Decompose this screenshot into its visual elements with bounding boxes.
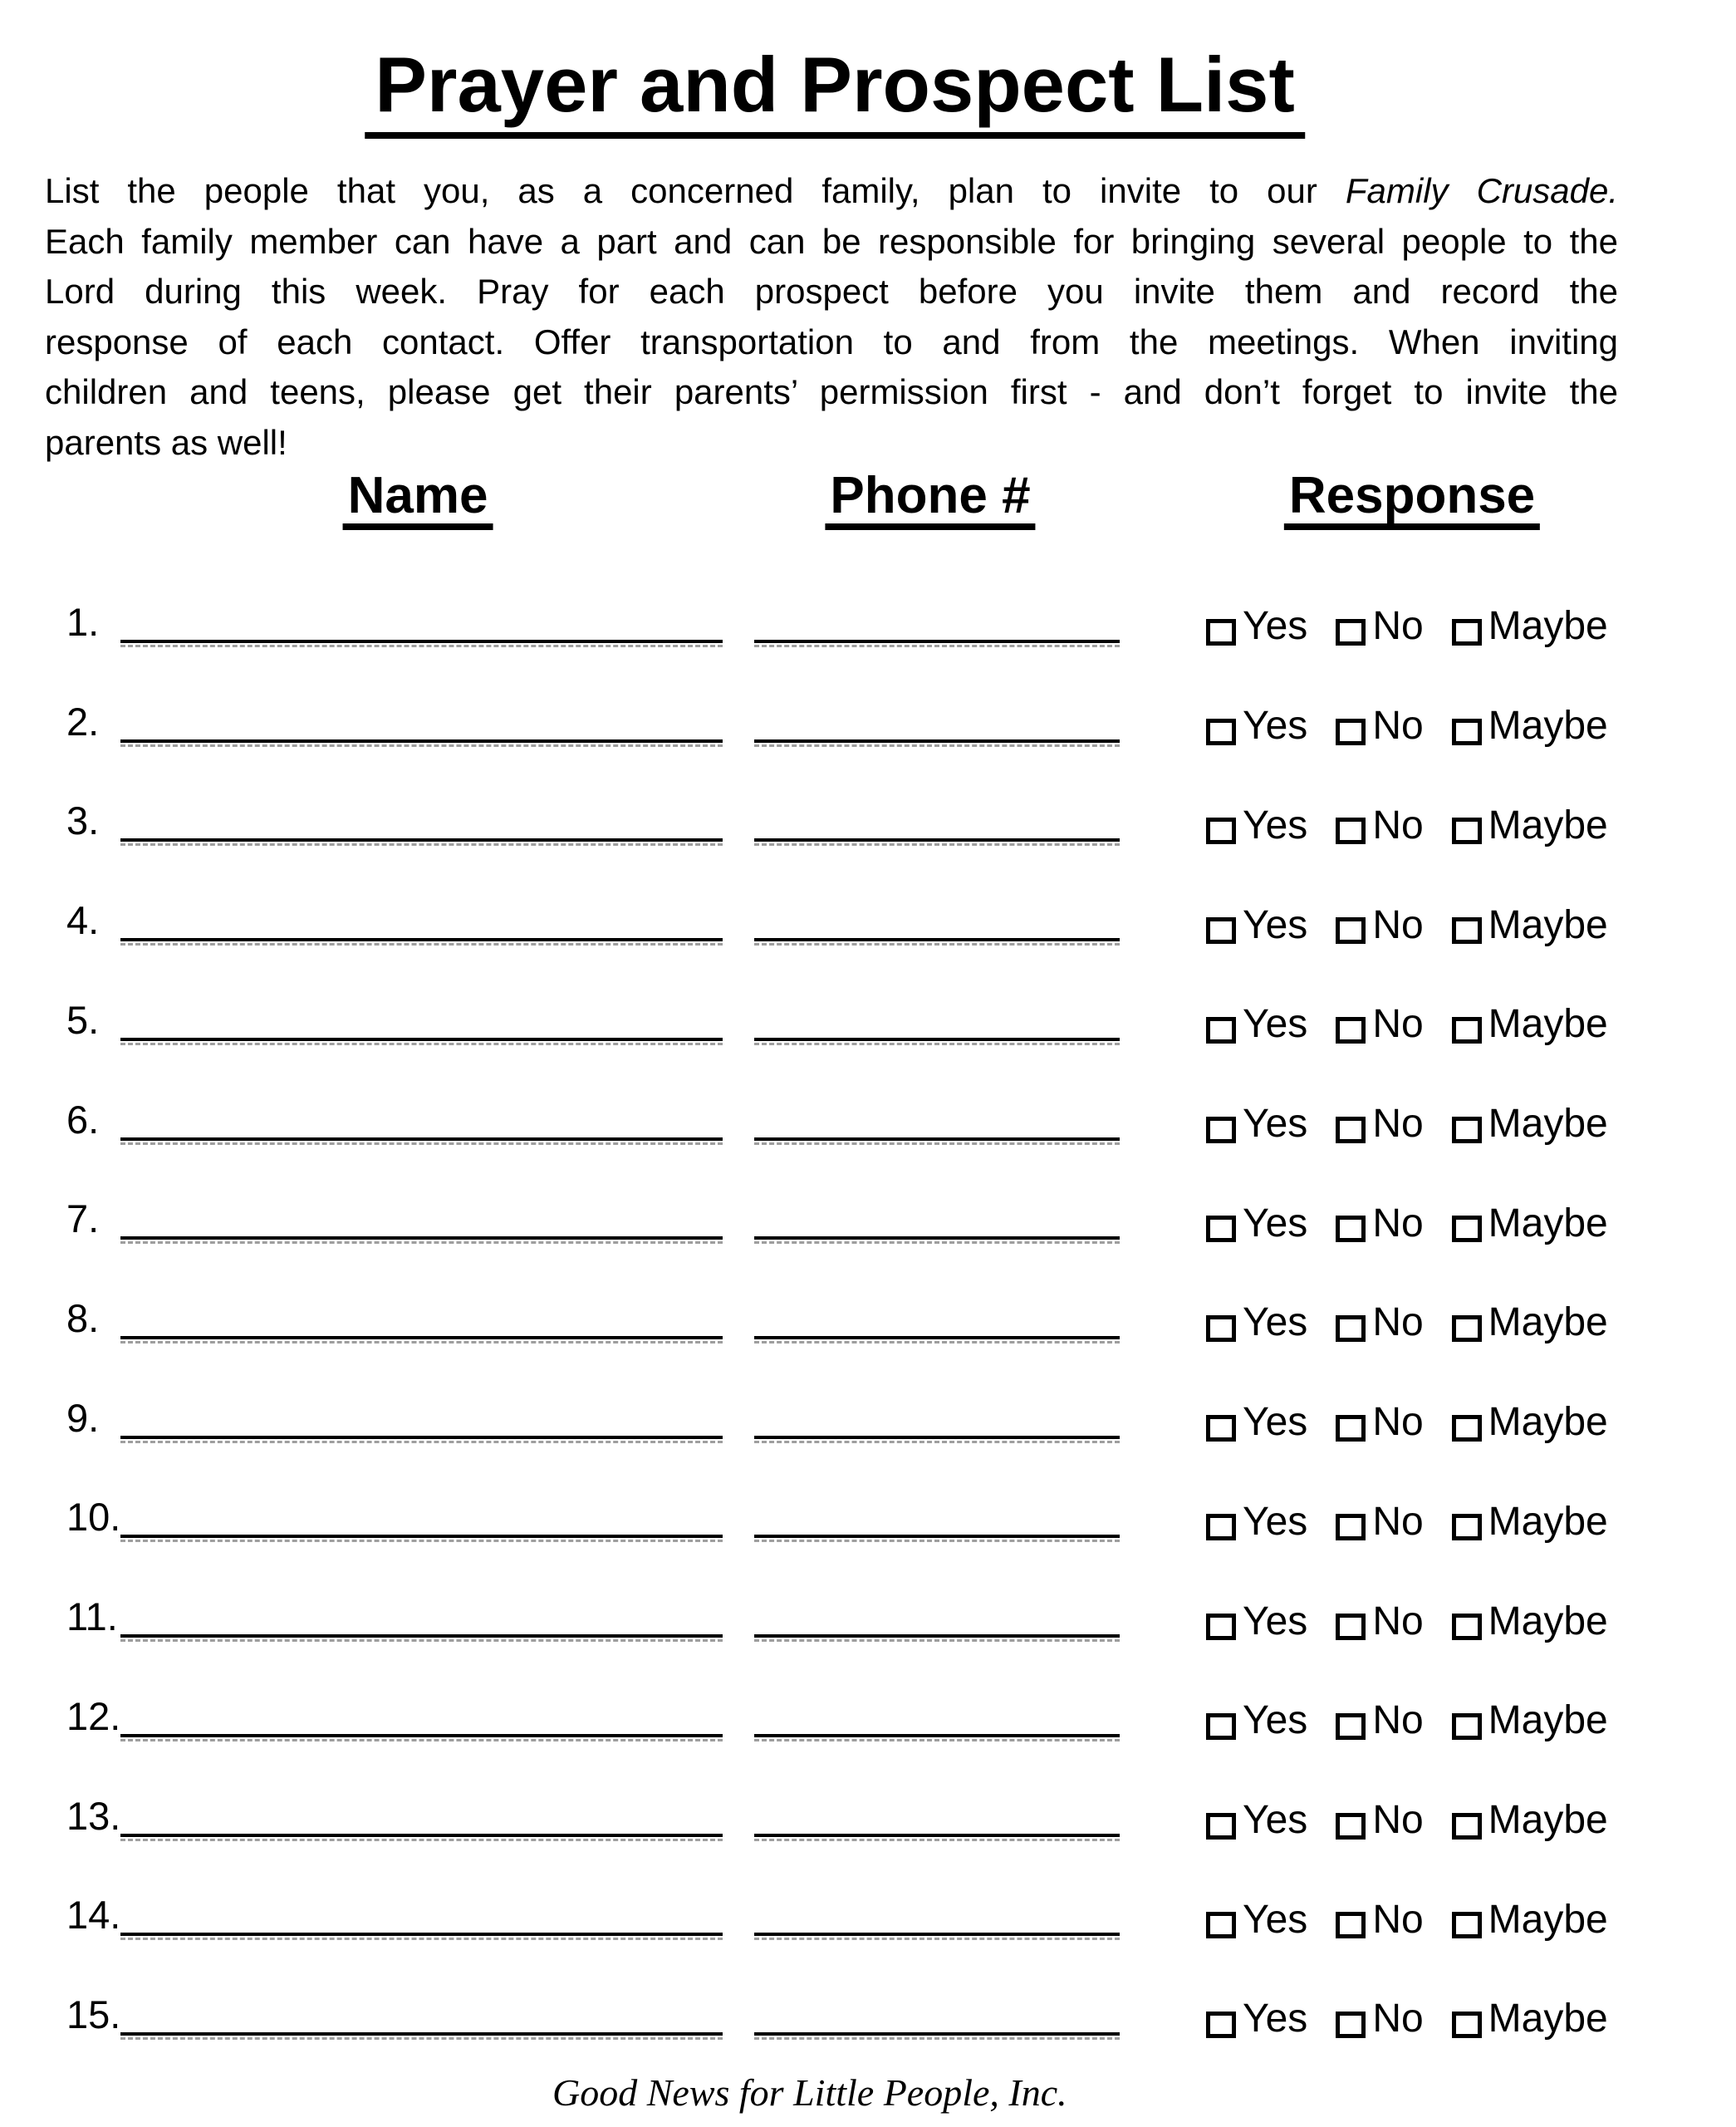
row-number: 14. bbox=[66, 1893, 121, 1938]
no-checkbox[interactable] bbox=[1336, 1713, 1366, 1740]
yes-label: Yes bbox=[1243, 1698, 1308, 1743]
instruction-italic-segment: Family Crusade. bbox=[1345, 171, 1618, 210]
maybe-checkbox[interactable] bbox=[1452, 1713, 1482, 1740]
yes-label: Yes bbox=[1243, 1797, 1308, 1842]
response-group bbox=[1206, 902, 1608, 947]
maybe-label: Maybe bbox=[1488, 1797, 1608, 1842]
maybe-option bbox=[1452, 1499, 1608, 1544]
response-group bbox=[1206, 1499, 1608, 1544]
maybe-checkbox[interactable] bbox=[1452, 818, 1482, 844]
maybe-checkbox[interactable] bbox=[1452, 1614, 1482, 1640]
footer-text: Good News for Little People, Inc. bbox=[552, 2071, 1067, 2114]
yes-label: Yes bbox=[1243, 1002, 1308, 1047]
no-label: No bbox=[1372, 902, 1424, 947]
instruction-segment: children and teens, please get their parents’ permission first - and don’t forget to invite the bbox=[45, 372, 1618, 411]
response-group bbox=[1206, 1201, 1608, 1245]
name-field-line[interactable] bbox=[120, 739, 723, 743]
row-number: 12. bbox=[66, 1693, 121, 1738]
no-label: No bbox=[1372, 1997, 1424, 2041]
phone-field-line[interactable] bbox=[754, 2032, 1120, 2036]
prospect-row bbox=[0, 1081, 1736, 1146]
yes-option bbox=[1206, 1101, 1308, 1146]
maybe-label: Maybe bbox=[1488, 704, 1608, 749]
name-field-line[interactable] bbox=[120, 1734, 723, 1737]
maybe-label: Maybe bbox=[1488, 1201, 1608, 1245]
row-number: 11. bbox=[66, 1594, 118, 1639]
no-option bbox=[1336, 1300, 1424, 1345]
phone-field-line[interactable] bbox=[754, 1236, 1120, 1240]
prospect-row bbox=[0, 1180, 1736, 1245]
row-number: 6. bbox=[66, 1097, 100, 1142]
column-header-phone: Phone # bbox=[825, 470, 1035, 530]
maybe-option bbox=[1452, 1797, 1608, 1842]
prospect-row bbox=[0, 782, 1736, 847]
yes-option bbox=[1206, 1698, 1308, 1743]
maybe-option bbox=[1452, 803, 1608, 847]
yes-option bbox=[1206, 1400, 1308, 1445]
no-option bbox=[1336, 704, 1424, 749]
no-checkbox[interactable] bbox=[1336, 1415, 1366, 1442]
yes-checkbox[interactable] bbox=[1206, 818, 1236, 844]
no-label: No bbox=[1372, 1101, 1424, 1146]
name-field-line[interactable] bbox=[120, 1137, 723, 1141]
yes-label: Yes bbox=[1243, 1599, 1308, 1643]
row-number: 9. bbox=[66, 1395, 100, 1440]
maybe-checkbox[interactable] bbox=[1452, 1117, 1482, 1143]
phone-field-line[interactable] bbox=[754, 938, 1120, 941]
maybe-label: Maybe bbox=[1488, 803, 1608, 847]
prospect-row bbox=[0, 683, 1736, 749]
maybe-option bbox=[1452, 902, 1608, 947]
maybe-checkbox[interactable] bbox=[1452, 1315, 1482, 1342]
yes-label: Yes bbox=[1243, 1897, 1308, 1942]
maybe-label: Maybe bbox=[1488, 1300, 1608, 1345]
maybe-option bbox=[1452, 704, 1608, 749]
name-field-line[interactable] bbox=[120, 640, 723, 643]
no-label: No bbox=[1372, 1797, 1424, 1842]
row-number: 7. bbox=[66, 1196, 100, 1241]
phone-field-line[interactable] bbox=[754, 1634, 1120, 1638]
yes-option bbox=[1206, 704, 1308, 749]
maybe-label: Maybe bbox=[1488, 1400, 1608, 1445]
row-number: 3. bbox=[66, 798, 100, 843]
phone-field-line[interactable] bbox=[754, 739, 1120, 743]
no-label: No bbox=[1372, 1201, 1424, 1245]
prospect-row bbox=[0, 1876, 1736, 1942]
no-checkbox[interactable] bbox=[1336, 1813, 1366, 1840]
response-group bbox=[1206, 803, 1608, 847]
name-field-line[interactable] bbox=[120, 1634, 723, 1638]
phone-field-line[interactable] bbox=[754, 1535, 1120, 1538]
column-header-name: Name bbox=[343, 470, 493, 530]
no-checkbox[interactable] bbox=[1336, 917, 1366, 944]
yes-checkbox[interactable] bbox=[1206, 619, 1236, 646]
no-label: No bbox=[1372, 803, 1424, 847]
response-group bbox=[1206, 1101, 1608, 1146]
maybe-option bbox=[1452, 1300, 1608, 1345]
maybe-option bbox=[1452, 1698, 1608, 1743]
yes-checkbox[interactable] bbox=[1206, 1713, 1236, 1740]
maybe-label: Maybe bbox=[1488, 1101, 1608, 1146]
row-number: 13. bbox=[66, 1793, 121, 1838]
maybe-checkbox[interactable] bbox=[1452, 917, 1482, 944]
no-checkbox[interactable] bbox=[1336, 1514, 1366, 1540]
instruction-segment: response of each contact. Offer transportation to and from the meetings. When inviting bbox=[45, 322, 1618, 361]
prospect-row bbox=[0, 583, 1736, 649]
prospect-row bbox=[0, 1478, 1736, 1544]
column-header-response: Response bbox=[1284, 470, 1540, 530]
no-option bbox=[1336, 1797, 1424, 1842]
maybe-option bbox=[1452, 604, 1608, 649]
name-field-line[interactable] bbox=[120, 1038, 723, 1041]
maybe-option bbox=[1452, 1201, 1608, 1245]
maybe-label: Maybe bbox=[1488, 1002, 1608, 1047]
yes-checkbox[interactable] bbox=[1206, 1514, 1236, 1540]
yes-option bbox=[1206, 1300, 1308, 1345]
name-field-line[interactable] bbox=[120, 1535, 723, 1538]
yes-label: Yes bbox=[1243, 704, 1308, 749]
yes-checkbox[interactable] bbox=[1206, 1415, 1236, 1442]
maybe-label: Maybe bbox=[1488, 1997, 1608, 2041]
no-checkbox[interactable] bbox=[1336, 1315, 1366, 1342]
yes-option bbox=[1206, 1499, 1308, 1544]
yes-label: Yes bbox=[1243, 1101, 1308, 1146]
yes-option bbox=[1206, 1599, 1308, 1643]
row-number: 15. bbox=[66, 1992, 121, 2036]
maybe-option bbox=[1452, 1002, 1608, 1047]
prospect-row bbox=[0, 882, 1736, 947]
yes-option bbox=[1206, 1997, 1308, 2041]
name-field-line[interactable] bbox=[120, 938, 723, 941]
no-checkbox[interactable] bbox=[1336, 719, 1366, 745]
yes-option bbox=[1206, 1797, 1308, 1842]
maybe-label: Maybe bbox=[1488, 1698, 1608, 1743]
prospect-row bbox=[0, 1578, 1736, 1643]
no-label: No bbox=[1372, 1897, 1424, 1942]
prospect-row bbox=[0, 1976, 1736, 2041]
phone-field-line[interactable] bbox=[754, 1038, 1120, 1041]
instruction-segment: Lord during this week. Pray for each prospect before you invite them and record the bbox=[45, 272, 1618, 311]
maybe-label: Maybe bbox=[1488, 902, 1608, 947]
name-field-line[interactable] bbox=[120, 1834, 723, 1837]
maybe-checkbox[interactable] bbox=[1452, 2012, 1482, 2038]
response-group bbox=[1206, 1400, 1608, 1445]
no-label: No bbox=[1372, 1002, 1424, 1047]
name-field-line[interactable] bbox=[120, 1236, 723, 1240]
no-option bbox=[1336, 1997, 1424, 2041]
yes-checkbox[interactable] bbox=[1206, 1813, 1236, 1840]
row-number: 2. bbox=[66, 699, 100, 744]
phone-field-line[interactable] bbox=[754, 1137, 1120, 1141]
phone-field-line[interactable] bbox=[754, 640, 1120, 643]
no-checkbox[interactable] bbox=[1336, 1614, 1366, 1640]
row-number: 5. bbox=[66, 997, 100, 1042]
yes-checkbox[interactable] bbox=[1206, 1315, 1236, 1342]
maybe-option bbox=[1452, 1599, 1608, 1643]
yes-option bbox=[1206, 902, 1308, 947]
phone-field-line[interactable] bbox=[754, 1834, 1120, 1837]
yes-option bbox=[1206, 1201, 1308, 1245]
phone-field-line[interactable] bbox=[754, 1734, 1120, 1737]
row-number: 10. bbox=[66, 1495, 121, 1540]
no-option bbox=[1336, 1002, 1424, 1047]
page-title: Prayer and Prospect List bbox=[365, 42, 1305, 139]
maybe-option bbox=[1452, 1101, 1608, 1146]
no-checkbox[interactable] bbox=[1336, 1017, 1366, 1044]
maybe-label: Maybe bbox=[1488, 1499, 1608, 1544]
maybe-label: Maybe bbox=[1488, 604, 1608, 649]
no-label: No bbox=[1372, 1300, 1424, 1345]
phone-field-line[interactable] bbox=[754, 1336, 1120, 1339]
maybe-checkbox[interactable] bbox=[1452, 1017, 1482, 1044]
no-label: No bbox=[1372, 704, 1424, 749]
prospect-row bbox=[0, 1280, 1736, 1345]
no-label: No bbox=[1372, 1499, 1424, 1544]
maybe-checkbox[interactable] bbox=[1452, 1216, 1482, 1242]
maybe-checkbox[interactable] bbox=[1452, 1514, 1482, 1540]
no-checkbox[interactable] bbox=[1336, 1117, 1366, 1143]
response-group bbox=[1206, 1300, 1608, 1345]
no-label: No bbox=[1372, 1400, 1424, 1445]
response-group bbox=[1206, 1698, 1608, 1743]
no-checkbox[interactable] bbox=[1336, 1912, 1366, 1938]
yes-label: Yes bbox=[1243, 1997, 1308, 2041]
yes-checkbox[interactable] bbox=[1206, 1614, 1236, 1640]
row-number: 1. bbox=[66, 600, 100, 644]
maybe-checkbox[interactable] bbox=[1452, 1912, 1482, 1938]
yes-checkbox[interactable] bbox=[1206, 719, 1236, 745]
phone-field-line[interactable] bbox=[754, 1436, 1120, 1439]
name-field-line[interactable] bbox=[120, 1436, 723, 1439]
yes-checkbox[interactable] bbox=[1206, 1912, 1236, 1938]
response-group bbox=[1206, 1997, 1608, 2041]
yes-option bbox=[1206, 803, 1308, 847]
prospect-row bbox=[0, 1379, 1736, 1445]
no-checkbox[interactable] bbox=[1336, 619, 1366, 646]
yes-checkbox[interactable] bbox=[1206, 1216, 1236, 1242]
yes-option bbox=[1206, 1002, 1308, 1047]
name-field-line[interactable] bbox=[120, 838, 723, 842]
response-group bbox=[1206, 604, 1608, 649]
no-option bbox=[1336, 1499, 1424, 1544]
yes-label: Yes bbox=[1243, 803, 1308, 847]
yes-option bbox=[1206, 604, 1308, 649]
maybe-option bbox=[1452, 1997, 1608, 2041]
no-option bbox=[1336, 604, 1424, 649]
yes-checkbox[interactable] bbox=[1206, 917, 1236, 944]
maybe-checkbox[interactable] bbox=[1452, 719, 1482, 745]
instruction-segment: parents as well! bbox=[45, 422, 287, 462]
instruction-segment: List the people that you, as a concerned family, plan to invite to our bbox=[45, 171, 1346, 210]
no-option bbox=[1336, 803, 1424, 847]
no-option bbox=[1336, 1599, 1424, 1643]
instruction-segment: Each family member can have a part and can be responsible for bringing several people to the bbox=[45, 221, 1618, 261]
yes-checkbox[interactable] bbox=[1206, 2012, 1236, 2038]
no-option bbox=[1336, 1698, 1424, 1743]
no-option bbox=[1336, 1897, 1424, 1942]
maybe-option bbox=[1452, 1897, 1608, 1942]
yes-checkbox[interactable] bbox=[1206, 1117, 1236, 1143]
row-number: 4. bbox=[66, 898, 100, 943]
response-group bbox=[1206, 1897, 1608, 1942]
yes-label: Yes bbox=[1243, 1201, 1308, 1245]
name-field-line[interactable] bbox=[120, 1933, 723, 1936]
no-checkbox[interactable] bbox=[1336, 818, 1366, 844]
maybe-checkbox[interactable] bbox=[1452, 1813, 1482, 1840]
name-field-line[interactable] bbox=[120, 2032, 723, 2036]
yes-label: Yes bbox=[1243, 902, 1308, 947]
yes-label: Yes bbox=[1243, 604, 1308, 649]
phone-field-line[interactable] bbox=[754, 1933, 1120, 1936]
maybe-label: Maybe bbox=[1488, 1897, 1608, 1942]
no-label: No bbox=[1372, 1698, 1424, 1743]
no-checkbox[interactable] bbox=[1336, 2012, 1366, 2038]
no-option bbox=[1336, 1201, 1424, 1245]
response-group bbox=[1206, 704, 1608, 749]
yes-label: Yes bbox=[1243, 1300, 1308, 1345]
row-number: 8. bbox=[66, 1295, 100, 1340]
name-field-line[interactable] bbox=[120, 1336, 723, 1339]
response-group bbox=[1206, 1599, 1608, 1643]
no-option bbox=[1336, 902, 1424, 947]
yes-label: Yes bbox=[1243, 1499, 1308, 1544]
no-label: No bbox=[1372, 1599, 1424, 1643]
yes-label: Yes bbox=[1243, 1400, 1308, 1445]
yes-option bbox=[1206, 1897, 1308, 1942]
no-option bbox=[1336, 1101, 1424, 1146]
maybe-label: Maybe bbox=[1488, 1599, 1608, 1643]
prospect-row bbox=[0, 1777, 1736, 1842]
maybe-option bbox=[1452, 1400, 1608, 1445]
no-label: No bbox=[1372, 604, 1424, 649]
prospect-row bbox=[0, 1678, 1736, 1743]
prospect-row bbox=[0, 981, 1736, 1047]
yes-checkbox[interactable] bbox=[1206, 1017, 1236, 1044]
response-group bbox=[1206, 1002, 1608, 1047]
no-checkbox[interactable] bbox=[1336, 1216, 1366, 1242]
no-option bbox=[1336, 1400, 1424, 1445]
maybe-checkbox[interactable] bbox=[1452, 1415, 1482, 1442]
response-group bbox=[1206, 1797, 1608, 1842]
phone-field-line[interactable] bbox=[754, 838, 1120, 842]
maybe-checkbox[interactable] bbox=[1452, 619, 1482, 646]
